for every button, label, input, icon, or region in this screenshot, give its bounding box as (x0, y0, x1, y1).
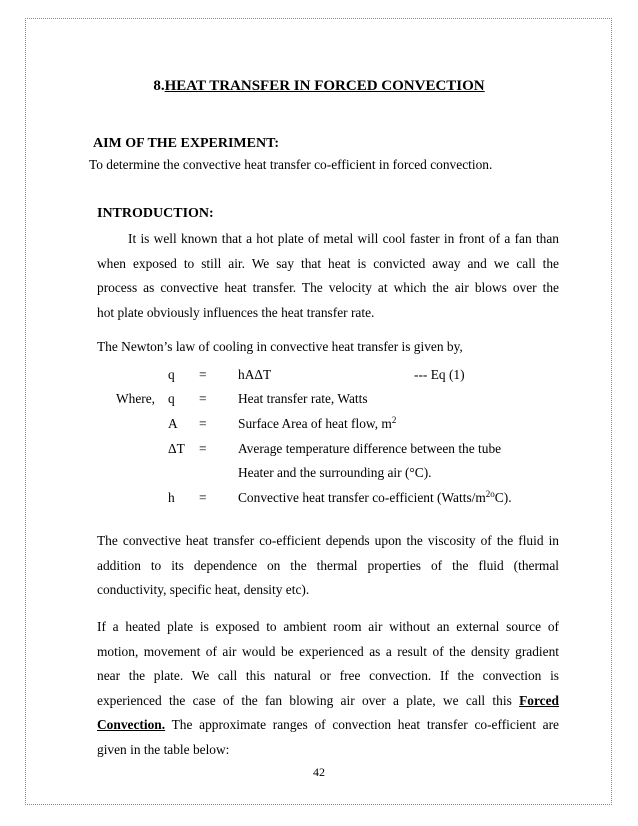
intro-heading: INTRODUCTION: (97, 206, 214, 221)
aim-text: To determine the convective heat transfer co-efficient in forced convection. (89, 157, 493, 172)
intro-paragraph (97, 227, 559, 325)
newton-text: The Newton’s law of cooling in convective heat transfer is given by, (97, 339, 463, 354)
def-symbol: ΔT (168, 441, 185, 456)
paragraph-line: The convective heat transfer co-efficient depends upon the viscosity of the fluid in (97, 533, 559, 548)
intro-line: hot plate obviously influences the heat transfer rate. (97, 304, 375, 320)
paragraph-line: given in the table below: (97, 741, 230, 757)
eq-equals: = (199, 367, 207, 382)
def-description: Average temperature difference between the tube (238, 441, 502, 456)
def-equals: = (199, 490, 207, 505)
where-label: Where, (116, 391, 156, 406)
intro-line: when exposed to still air. We say that heat is convicted away and we call the (97, 255, 559, 271)
forced-term: Forced (519, 692, 559, 708)
eq-rhs: hAΔT (238, 367, 272, 382)
def-equals: = (199, 391, 207, 406)
paragraph-line: Convection. The approximate ranges of convection heat transfer co-efficient are (97, 717, 559, 732)
paragraph-line: conductivity, specific heat, density etc). (97, 582, 310, 597)
def-description: Heater and the surrounding air (°C). (238, 465, 432, 480)
page-number: 42 (313, 765, 325, 779)
viscosity-paragraph (97, 529, 559, 603)
convection-paragraph (97, 615, 559, 762)
def-description: Heat transfer rate, Watts (238, 391, 368, 406)
paragraph-line: near the plate. We call this natural or free convection. If the convection is (97, 668, 559, 683)
aim-heading: AIM OF THE EXPERIMENT: (93, 136, 280, 151)
def-description: Surface Area of heat flow, $m^2$ (238, 415, 397, 431)
def-symbol: q (168, 391, 175, 406)
paragraph-line: If a heated plate is exposed to ambient room air without an external source of (97, 619, 559, 634)
convection-term: Convection. (97, 717, 166, 732)
page-title (0, 78, 638, 95)
intro-line: process as convective heat transfer. The velocity at which the air blows over the (97, 280, 559, 295)
paragraph-line: addition to its dependence on the thermal properties of the fluid (thermal (97, 557, 559, 573)
title-number: 8. (153, 78, 165, 94)
paragraph-line: experienced the case of the fan blowing air over a plate, we call this Forced (97, 692, 559, 708)
eq-ref: --- Eq (1) (414, 367, 465, 382)
paragraph-line: motion, movement of air would be experienced as a result of the density gradient (97, 643, 559, 659)
def-symbol: h (168, 490, 175, 505)
def-description: Convective heat transfer co-efficient $(Watts/m^{2o}C)$. (238, 489, 512, 505)
intro-line: It is well known that a hot plate of metal will cool faster in front of a fan than (128, 231, 559, 246)
def-equals: = (199, 441, 207, 456)
eq-lhs: q (168, 367, 175, 382)
def-symbol: A (168, 416, 178, 431)
def-equals: = (199, 416, 207, 431)
title-text: HEAT TRANSFER IN FORCED CONVECTION (164, 78, 485, 94)
